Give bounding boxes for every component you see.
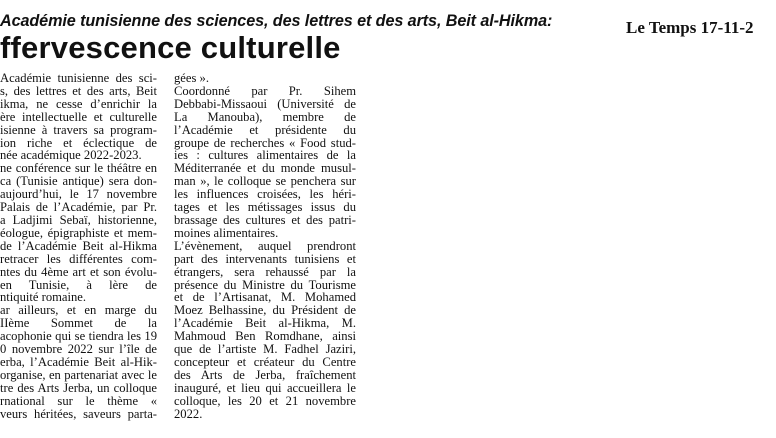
article-kicker: Académie tunisienne des sciences, des lettres et des arts, Beit al-Hikma: — [0, 12, 553, 30]
text-line: La Manouba), membre de — [174, 109, 356, 124]
text-line: man », le colloque se penchera sur — [174, 174, 356, 189]
text-line: organise, en partenariat avec le — [0, 367, 157, 382]
text-line: que de l’artiste M. Fadhel Jaziri, — [174, 342, 356, 357]
article-column-1 — [0, 72, 157, 420]
text-line: veurs héritées, saveurs parta- — [0, 406, 157, 421]
text-line: et de l’Artisanat, M. Mohamed — [174, 290, 356, 305]
text-line: brassage des cultures et des patri- — [174, 212, 356, 227]
text-line: a Ladjimi Sebaï, historienne, — [0, 212, 157, 227]
text-line: erba, l’Académie Beit al-Hik- — [0, 354, 157, 369]
source-date: Le Temps 17-11-2 — [626, 18, 754, 37]
text-line: acophonie qui se tiendra les 19 — [0, 329, 157, 344]
text-line: L’évènement, auquel prendront — [174, 238, 356, 253]
text-line: ne conférence sur le théâtre en — [0, 161, 157, 176]
text-line: isienne à travers sa program- — [0, 122, 157, 137]
text-line: Palais de l’Académie, par Pr. — [0, 200, 157, 215]
text-line: ntes du 4ème art et son évolu- — [0, 264, 157, 279]
text-line: ikma, ne cesse d’enrichir la — [0, 96, 157, 111]
text-line: les influences croisées, les héri- — [174, 187, 356, 202]
text-line: Méditerranée et du monde musul- — [174, 161, 356, 176]
text-line: Mahmoud Ben Romdhane, ainsi — [174, 329, 356, 344]
text-line: l’Académie et présidente du — [174, 122, 356, 137]
text-line: ies : cultures alimentaires de la — [174, 148, 356, 163]
text-line: retracer les différentes com- — [0, 251, 157, 266]
text-line: ère intellectuelle et culturelle — [0, 109, 157, 124]
text-line: des Arts de Jerba, fraîchement — [174, 367, 356, 382]
text-line: gées ». — [174, 71, 209, 85]
text-line: ca (Tunisie antique) sera don- — [0, 174, 157, 189]
text-line: Moez Belhassine, du Président de — [174, 303, 356, 318]
text-line: 2022. — [174, 406, 203, 421]
text-line: Académie tunisienne des sci- — [0, 71, 157, 85]
text-line: ar ailleurs, et en marge du — [0, 303, 157, 318]
text-line: Coordonné par Pr. Sihem — [174, 83, 356, 98]
text-line: étrangers, sera rehaussé par la — [174, 264, 356, 279]
text-line: de l’Académie Beit al-Hikma — [0, 238, 157, 253]
text-line: IIème Sommet de la — [0, 316, 157, 331]
text-line: ntiquité romaine. — [0, 290, 87, 305]
text-line: moines alimentaires. — [174, 225, 279, 240]
text-line: 0 novembre 2022 sur l’île de — [0, 342, 157, 357]
text-line: Debbabi-Missaoui (Université de — [174, 96, 356, 111]
article-headline: ffervescence culturelle — [0, 30, 341, 65]
text-line: éologue, épigraphiste et mem- — [0, 225, 157, 240]
text-line: ion riche et éclectique de — [0, 135, 157, 150]
text-line: inauguré, et lieu qui accueillera le — [174, 380, 356, 395]
text-line: rnational sur le thème « — [0, 393, 157, 408]
text-line: en Tunisie, à lère de — [0, 277, 157, 292]
text-line: aujourd’hui, le 17 novembre — [0, 187, 157, 202]
text-line: groupe de recherches « Food stud- — [174, 135, 356, 150]
text-line: s, des lettres et des arts, Beit — [0, 83, 157, 98]
article-column-2 — [174, 72, 356, 420]
text-line: part des intervenants tunisiens et — [174, 251, 356, 266]
text-line: née académique 2022-2023. — [0, 148, 142, 163]
text-line: concepteur et créateur du Centre — [174, 354, 356, 369]
text-line: tre des Arts Jerba, un colloque — [0, 380, 157, 395]
text-line: tages et les métissages issus du — [174, 200, 356, 215]
text-line: l’Académie Beit al-Hikma, M. — [174, 316, 356, 331]
text-line: colloque, les 20 et 21 novembre — [174, 393, 356, 408]
text-line: présence du Ministre du Tourisme — [174, 277, 356, 292]
